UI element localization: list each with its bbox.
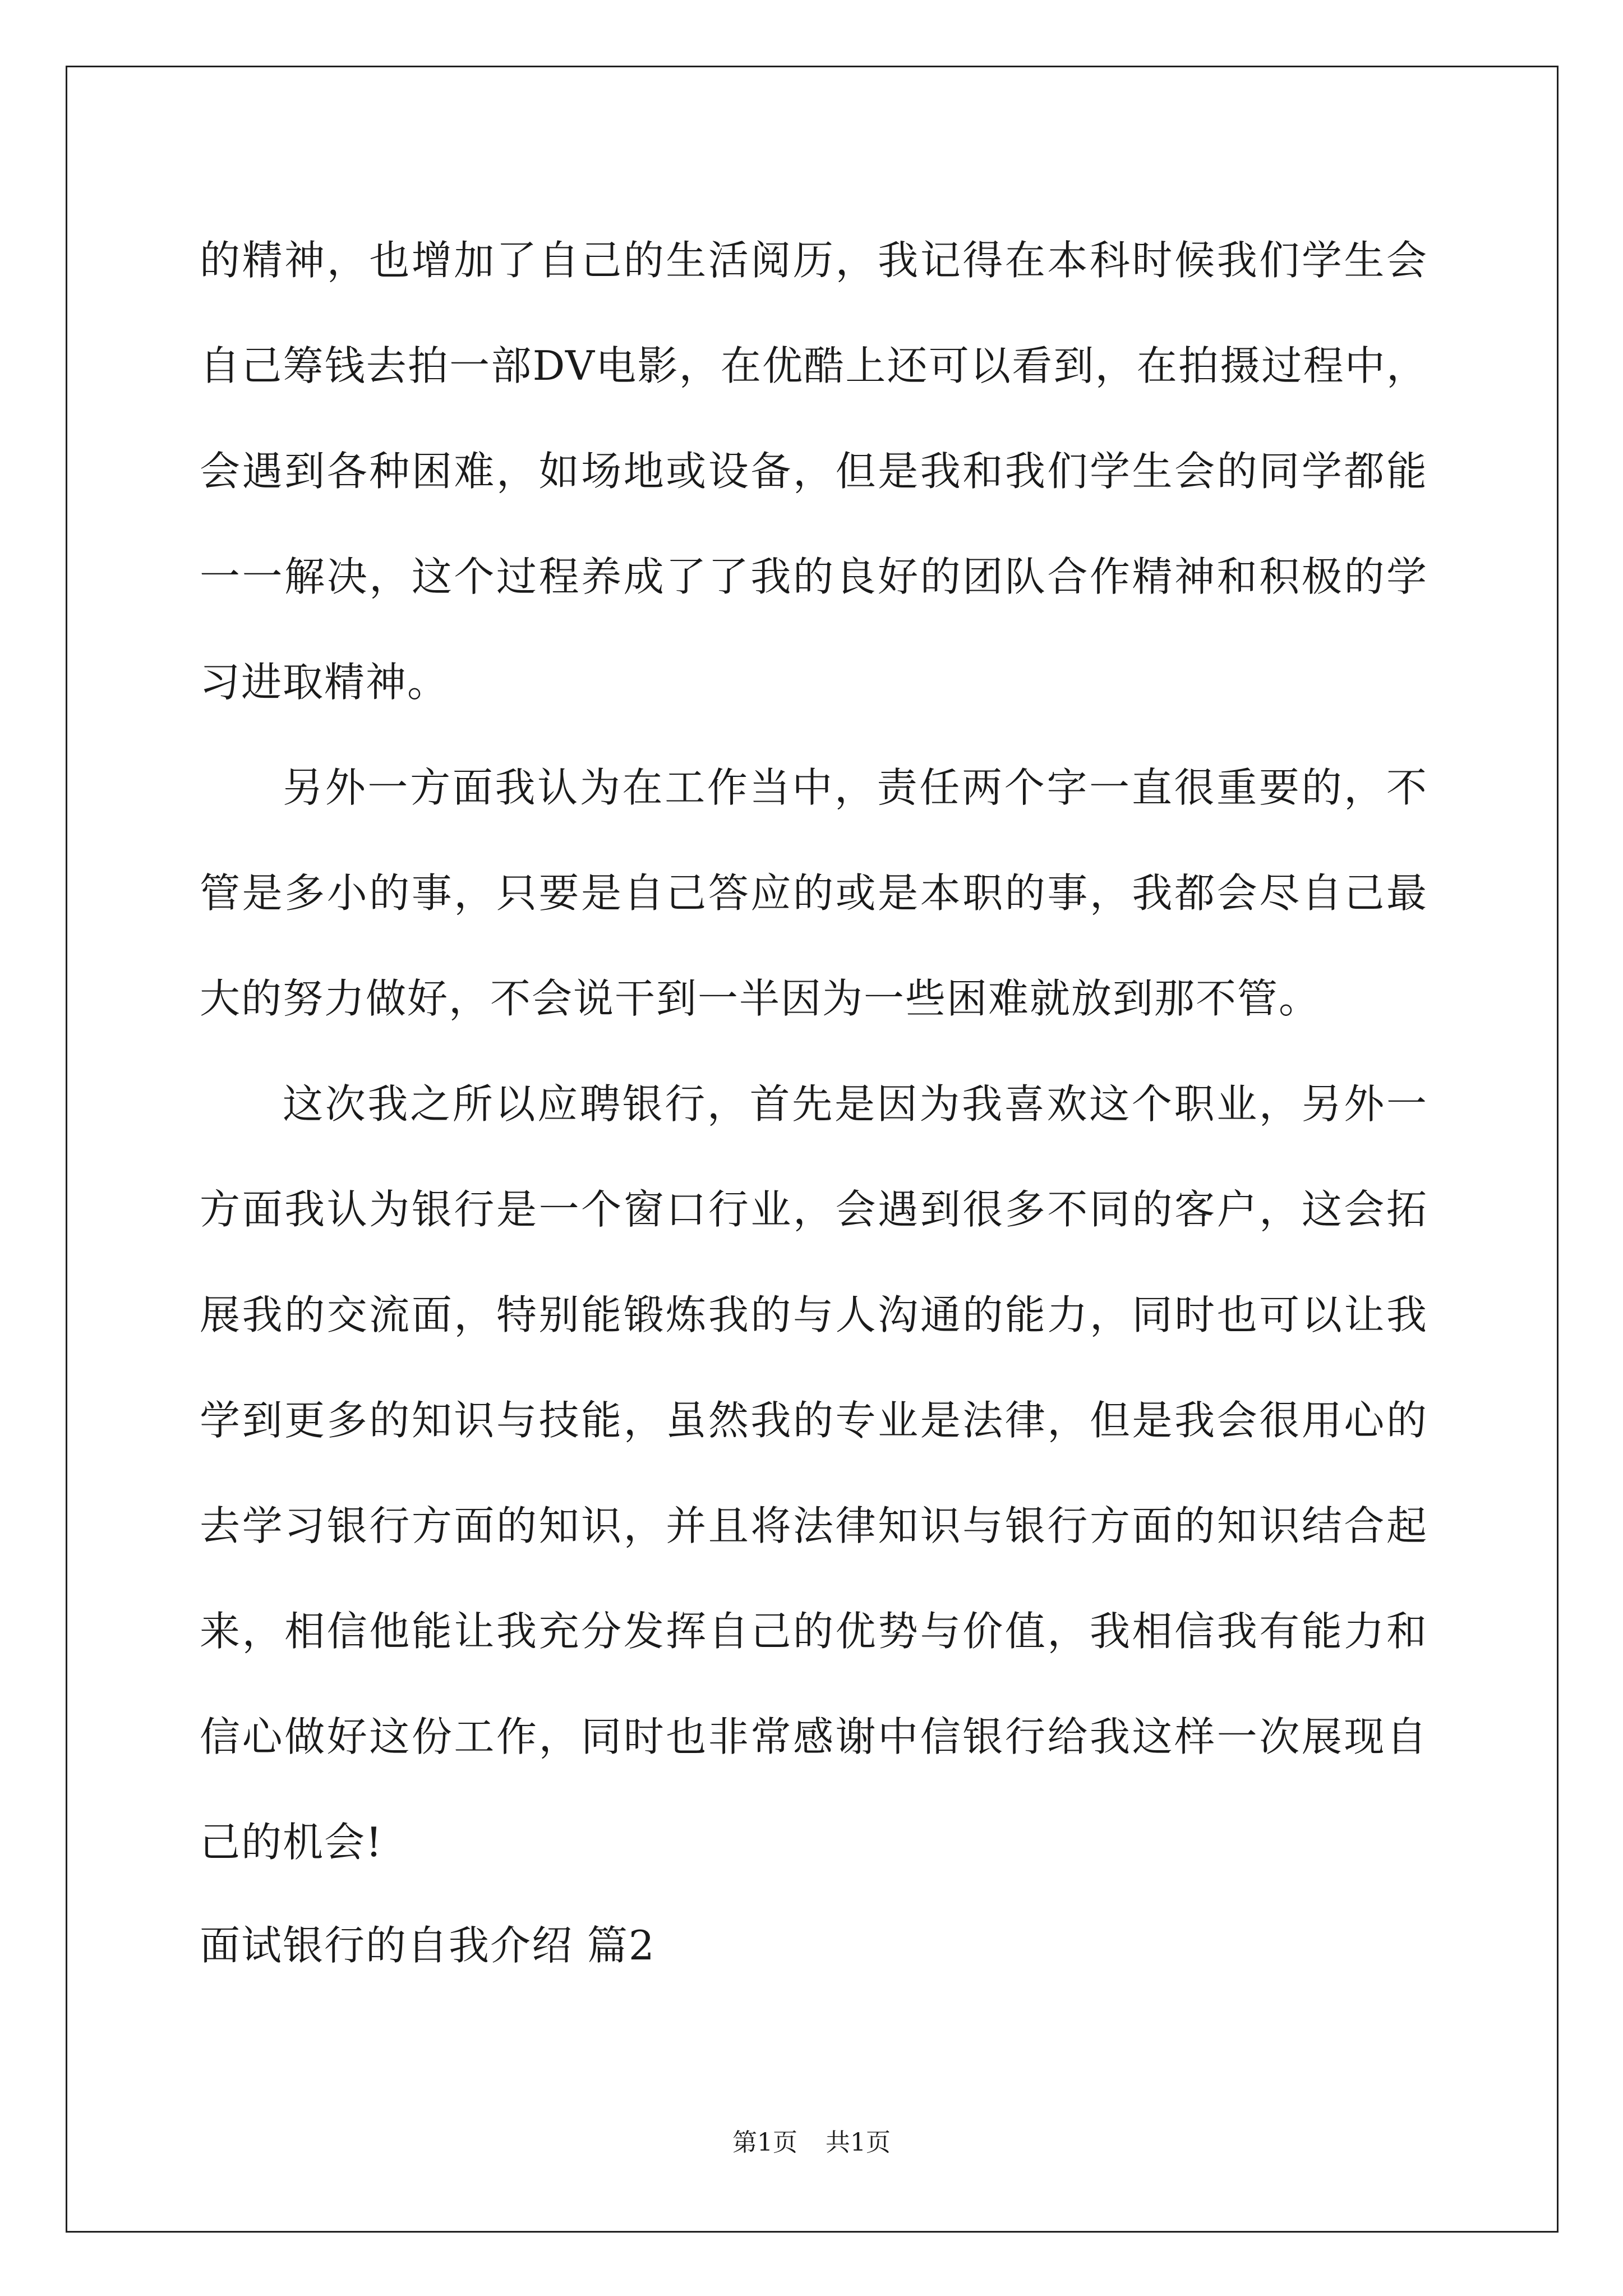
paragraph-1: 的精神，也增加了自己的生活阅历，我记得在本科时候我们学生会自己筹钱去拍一部DV电影，在优酷上还可以看到，在拍摄过程中，会遇到各种困难，如场地或设备，但是我和我们学生会的同学都能一一解决，这个过程养成了了我的良好的团队合作精神和积极的学习进取精神。 — [200, 237, 1428, 706]
paragraph-3: 这次我之所以应聘银行，首先是因为我喜欢这个职业，另外一方面我认为银行是一个窗口行业，会遇到很多不同的客户，这会拓展我的交流面，特别能锻炼我的与人沟通的能力，同时也可以让我学到更多的知识与技能，虽然我的专业是法律，但是我会很用心的去学习银行方面的知识，并且将法律知识与银行方面的知识结合起来，相信他能让我充分发挥自己的优势与价值，我相信我有能力和信心做好这份工作，同时也非常感谢中信银行给我这样一次展现自己的机会! — [200, 1080, 1428, 1866]
page-number-total: 共1页 — [826, 2128, 891, 2157]
document-body — [200, 208, 1428, 1895]
page-number-current: 第1页 — [732, 2128, 797, 2157]
section-heading: 面试银行的自我介绍 篇2 — [200, 1922, 656, 1969]
page-footer — [0, 2126, 1623, 2160]
paragraph-2: 另外一方面我认为在工作当中，责任两个字一直很重要的，不管是多小的事，只要是自己答应的或是本职的事，我都会尽自己最大的努力做好，不会说干到一半因为一些困难就放到那不管。 — [200, 764, 1428, 1022]
